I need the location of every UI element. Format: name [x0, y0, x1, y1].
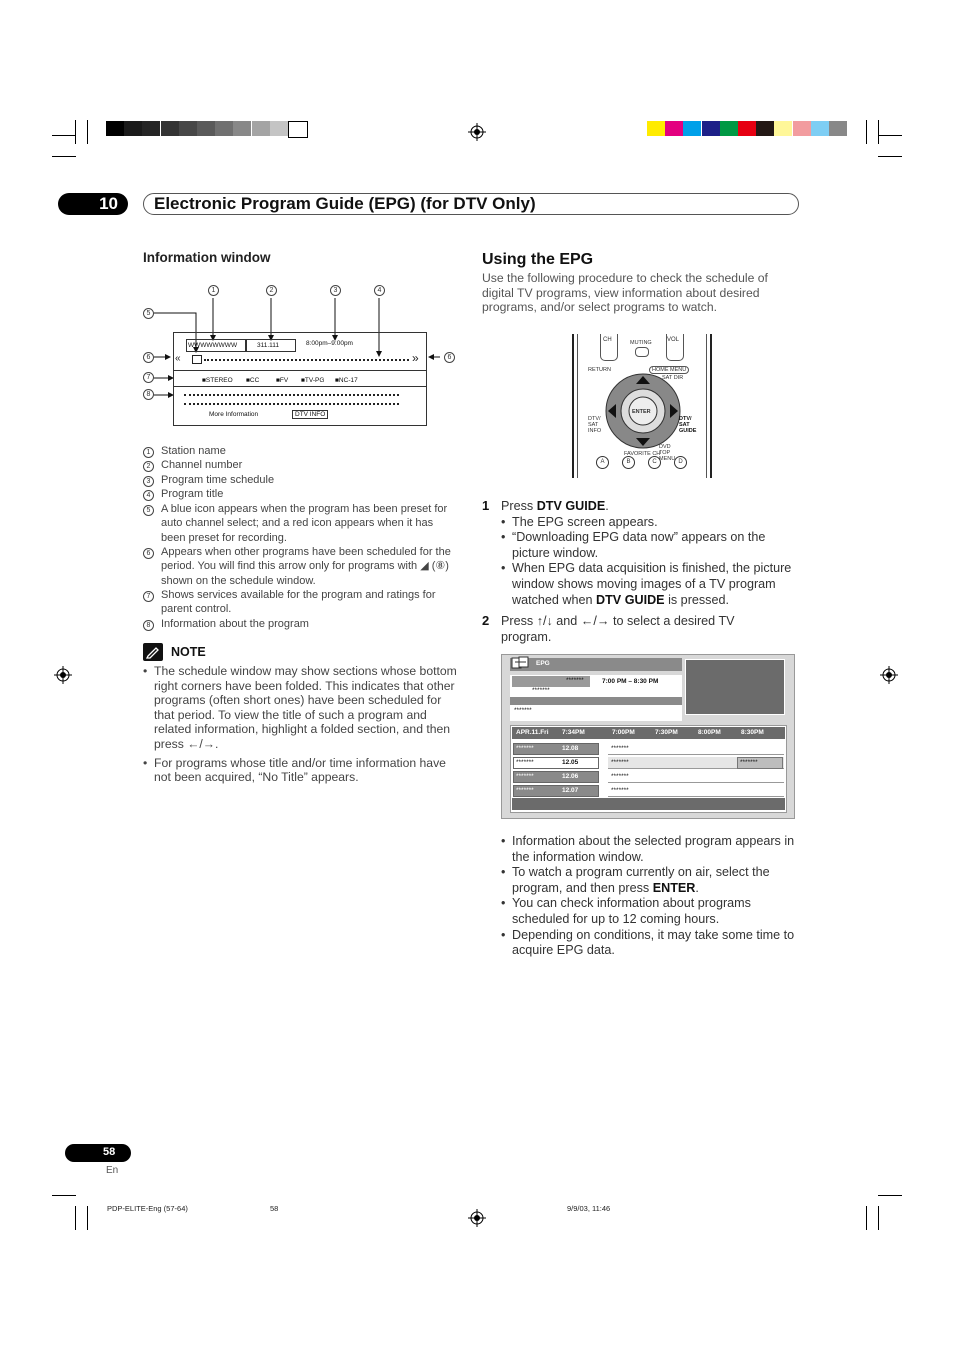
- divider: [174, 370, 426, 371]
- page-number-badge: [65, 1144, 131, 1162]
- color-swatch: [683, 121, 701, 136]
- callout-6-left: 6: [143, 352, 154, 363]
- schedule-time: 7:30PM: [655, 729, 678, 736]
- step-1-bullet: [501, 561, 801, 608]
- color-button-c[interactable]: C: [648, 456, 661, 469]
- grayscale-swatch: [179, 121, 197, 136]
- feature-stereo: ■STEREO: [202, 377, 233, 384]
- channel-number: 12.05: [562, 759, 579, 766]
- program-info-line: [184, 394, 399, 396]
- info-stars: *******: [566, 677, 584, 684]
- grayscale-swatch: [124, 121, 142, 136]
- callout-8: 8: [143, 389, 154, 400]
- legend-number: 1: [143, 447, 154, 458]
- channel-stars: *******: [516, 787, 534, 794]
- channel-number: 311.111: [257, 342, 280, 349]
- muting-label: MUTING: [630, 340, 652, 346]
- legend-item: [143, 617, 309, 631]
- program-cell: [608, 743, 784, 755]
- crop-mark: [878, 135, 902, 136]
- callout-2: 2: [266, 285, 277, 296]
- result-bullet: • Information about the selected program appears in the information window.: [501, 834, 801, 865]
- feature-rating: ■TV-PG: [301, 377, 325, 384]
- note-item: • The schedule window may show sections whose bottom right corners have been folded. This indicates that other programs (often short ones) have been scheduled for that period. To view the title of such a program and related information, highlight a folded section, and then press ←/→.: [143, 664, 460, 752]
- information-window-diagram: [173, 332, 427, 426]
- color-swatch: [774, 121, 792, 136]
- feature-nc17: ■NC-17: [335, 377, 358, 384]
- channel-stars: *******: [516, 773, 534, 780]
- chapter-number: 10: [58, 193, 128, 215]
- callout-1: 1: [208, 285, 219, 296]
- epg-time-range: 7:00 PM – 8:30 PM: [602, 678, 659, 685]
- channel-number: 12.07: [562, 787, 579, 794]
- color-swatch: [647, 121, 665, 136]
- dtv-guide-key: DTV GUIDE: [536, 499, 606, 513]
- grayscale-swatch: [233, 121, 251, 136]
- crop-mark: [52, 156, 76, 157]
- crop-mark: [87, 120, 88, 144]
- left-arrow-icon: «: [175, 353, 181, 364]
- footer-file: PDP-ELITE-Eng (57-64): [107, 1204, 188, 1213]
- grayscale-swatch: [161, 121, 179, 136]
- legend-item: [143, 487, 224, 501]
- preset-icon: [192, 355, 202, 364]
- step-1-end: .: [605, 499, 609, 513]
- legend-text: Program title: [161, 488, 224, 500]
- legend-item: [143, 545, 451, 587]
- legend-text: Information about the program: [161, 618, 309, 630]
- grayscale-swatch: [197, 121, 215, 136]
- watch-pre: To watch a program currently on air, select the program, and then press: [512, 865, 770, 895]
- step-1-bullet: • “Downloading EPG data now” appears on the picture window.: [501, 530, 801, 561]
- schedule-time: 7:00PM: [612, 729, 635, 736]
- watch-post: .: [695, 880, 699, 895]
- color-button-b[interactable]: B: [622, 456, 635, 469]
- program-stars: *******: [611, 745, 629, 752]
- dtv-guide-key: DTV GUIDE: [596, 592, 665, 607]
- channel-stars: *******: [516, 759, 534, 766]
- program-stars: *******: [611, 787, 629, 794]
- info-stars: *******: [514, 707, 532, 714]
- color-swatch: [665, 121, 683, 136]
- registration-target-icon: [468, 123, 486, 141]
- callout-6-right: 6: [444, 352, 455, 363]
- program-stars: *******: [611, 773, 629, 780]
- channel-stars: *******: [516, 745, 534, 752]
- grayscale-swatch: [270, 121, 288, 136]
- crop-mark: [878, 156, 902, 157]
- step-1-bullet: • The EPG screen appears.: [501, 515, 801, 531]
- crop-mark: [52, 1195, 76, 1196]
- registration-target-icon: [54, 666, 72, 684]
- crop-mark: [866, 120, 867, 144]
- program-title-placeholder: [204, 359, 409, 361]
- color-swatch: [756, 121, 774, 136]
- callout-7: 7: [143, 372, 154, 383]
- program-stars: *******: [740, 759, 758, 766]
- return-label: RETURN: [588, 367, 611, 373]
- divider: [174, 386, 426, 387]
- legend-number: 5: [143, 505, 154, 516]
- info-divider-bar: [510, 697, 682, 705]
- schedule-time: 8:30PM: [741, 729, 764, 736]
- crop-mark: [75, 1206, 76, 1230]
- result-bullet: • Depending on conditions, it may take some time to acquire EPG data.: [501, 928, 801, 959]
- legend-text: Program time schedule: [161, 474, 275, 486]
- crop-mark: [52, 135, 76, 136]
- legend-text: Appears when other programs have been scheduled for the period. You will find this arrow only for programs with ◢ (⑧) shown on the schedule window.: [161, 546, 451, 587]
- footer-page: 58: [270, 1204, 279, 1213]
- program-info-line: [184, 403, 399, 405]
- home-menu-button[interactable]: HOME MENU: [649, 366, 689, 374]
- legend-item: [143, 473, 275, 487]
- color-swatch: [720, 121, 738, 136]
- vol-label: VOL: [667, 337, 680, 343]
- color-swatch: [793, 121, 811, 136]
- callout-4: 4: [374, 285, 385, 296]
- legend-number: 7: [143, 591, 154, 602]
- crop-mark: [866, 1206, 867, 1230]
- remote-control-image: [572, 334, 712, 478]
- station-name: WWWWWWWW: [188, 342, 238, 349]
- note-list: [143, 664, 460, 785]
- page-number: 58: [103, 1146, 116, 1158]
- step-number: 2: [482, 613, 490, 628]
- grayscale-swatch: [288, 121, 308, 138]
- channel-number: 12.08: [562, 745, 579, 752]
- program-stars: *******: [611, 759, 629, 766]
- legend-text: Station name: [161, 445, 226, 457]
- picture-window: [685, 659, 785, 715]
- section-title: Using the EPG: [482, 251, 594, 268]
- result-bullet: • You can check information about programs scheduled for up to 12 coming hours.: [501, 896, 801, 927]
- callout-3: 3: [330, 285, 341, 296]
- legend-number: 3: [143, 476, 154, 487]
- registration-target-icon: [468, 1209, 486, 1227]
- legend-number: 2: [143, 461, 154, 472]
- legend-item: [143, 502, 448, 544]
- program-cell: [608, 771, 784, 783]
- grayscale-swatch: [106, 121, 124, 136]
- sat-dir-label: SAT DIR: [662, 375, 684, 381]
- legend-item: [143, 444, 226, 458]
- epg-screen: [501, 654, 795, 819]
- info-stars: *******: [532, 687, 550, 694]
- program-cell: [608, 785, 784, 797]
- program-time: 8:00pm–9:00pm: [306, 340, 353, 347]
- epg-logo-icon: [511, 656, 533, 670]
- color-swatch: [738, 121, 756, 136]
- enter-key: ENTER: [652, 880, 696, 895]
- right-arrow-icon: »: [412, 351, 419, 365]
- dvd-top-menu-label: DVD TOP MENU: [659, 444, 676, 462]
- legend-number: 6: [143, 548, 154, 559]
- schedule-now: 7:34PM: [562, 729, 585, 736]
- dtv-info-button[interactable]: DTV INFO: [292, 410, 328, 419]
- intro-paragraph: Use the following procedure to check the schedule of digital TV programs, view information about desired programs, and/or select programs to watch.: [482, 271, 768, 315]
- color-swatch: [811, 121, 829, 136]
- result-bullets: [501, 834, 801, 959]
- language-label: En: [106, 1165, 119, 1176]
- note-title: NOTE: [171, 645, 206, 659]
- muting-button[interactable]: [635, 347, 649, 357]
- step-1: [501, 499, 801, 608]
- feature-cc: ■CC: [246, 377, 260, 384]
- color-button-a[interactable]: A: [596, 456, 609, 469]
- schedule-date: APR.11.Fri: [516, 729, 549, 736]
- step-1-b3-post: is pressed.: [664, 592, 729, 607]
- footer-stamp: 9/9/03, 11:46: [567, 1204, 611, 1213]
- crop-mark: [75, 120, 76, 144]
- channel-number: 12.06: [562, 773, 579, 780]
- ch-label: CH: [603, 337, 612, 343]
- legend-item: [143, 458, 243, 472]
- step-1-b3-pre: When EPG data acquisition is finished, the picture window shows moving images of a TV program watched when: [512, 561, 792, 607]
- dtv-sat-guide-button[interactable]: DTV/ SAT GUIDE: [679, 416, 697, 434]
- color-button-d[interactable]: D: [674, 456, 687, 469]
- legend-text: A blue icon appears when the program has been preset for auto channel select; and a red icon appears when it has been preset for recording.: [161, 503, 448, 544]
- more-information-label: More Information: [209, 411, 259, 418]
- legend-text: Shows services available for the program and ratings for parent control.: [161, 589, 436, 616]
- crop-mark: [878, 120, 879, 144]
- favorite-ch-label: FAVORITE CH: [624, 451, 661, 457]
- section-heading: Information window: [143, 250, 271, 265]
- callout-5: 5: [143, 308, 154, 319]
- color-swatch: [702, 121, 720, 136]
- step-1-press: Press: [501, 499, 537, 513]
- note-item: • For programs whose title and/or time information have not been acquired, “No Title” appears.: [143, 756, 460, 785]
- feature-fv: ■FV: [276, 377, 289, 384]
- epg-label: EPG: [536, 660, 550, 667]
- schedule-footer-bar: [512, 798, 785, 810]
- grayscale-swatch: [215, 121, 233, 136]
- legend-text: Channel number: [161, 459, 243, 471]
- result-bullet: [501, 865, 801, 896]
- legend-number: 4: [143, 490, 154, 501]
- dtv-sat-info-button[interactable]: DTV/ SAT INFO: [588, 416, 602, 434]
- step-number: 1: [482, 498, 490, 513]
- enter-button[interactable]: ENTER: [632, 409, 651, 415]
- registration-target-icon: [880, 666, 898, 684]
- chapter-title: Electronic Program Guide (EPG) (for DTV Only): [143, 193, 799, 215]
- legend-number: 8: [143, 620, 154, 631]
- legend-item: [143, 588, 436, 616]
- note-pencil-icon: [143, 643, 163, 661]
- grayscale-swatch: [252, 121, 270, 136]
- crop-mark: [878, 1195, 902, 1196]
- step-2: Press ↑/↓ and ←/→ to select a desired TV program.: [501, 614, 735, 644]
- crop-mark: [87, 1206, 88, 1230]
- schedule-time: 8:00PM: [698, 729, 721, 736]
- grayscale-swatch: [142, 121, 160, 136]
- color-swatch: [829, 121, 847, 136]
- crop-mark: [878, 1206, 879, 1230]
